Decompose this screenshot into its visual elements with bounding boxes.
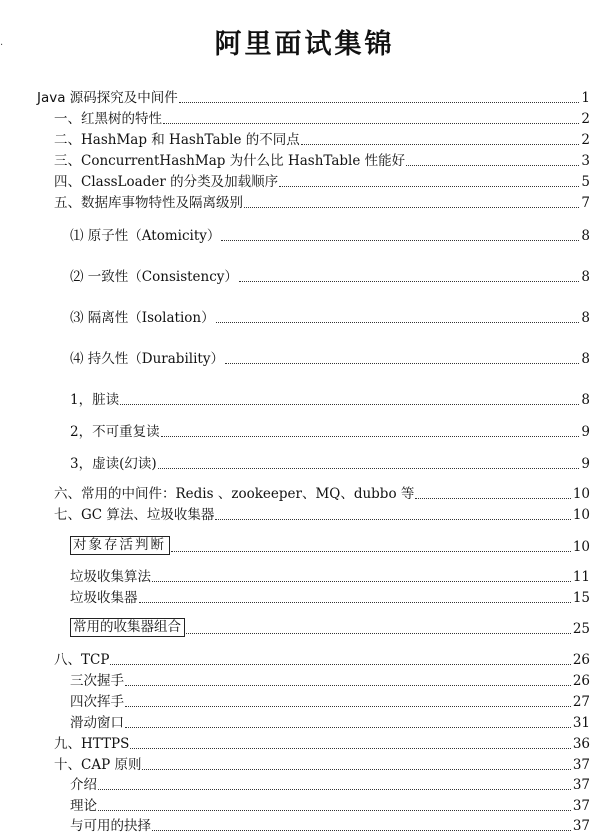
toc-entry-text: 常用的收集器组合 [70,618,185,637]
toc-entry-red-black-tree[interactable] [54,111,590,127]
toc-leader-dots [215,519,570,520]
toc-entry-text: 3，虚读(幻读) [70,456,157,472]
toc-page-number: 8 [581,310,590,326]
toc-entry-text: 垃圾收集算法 [70,569,151,585]
toc-entry-text: 介绍 [70,777,97,793]
toc-page-number: 37 [572,757,590,773]
toc-entry-four-way-wave[interactable] [70,694,590,710]
toc-entry-availability-tradeoff[interactable] [70,818,590,834]
toc-page-number: 36 [572,736,590,752]
toc-entry-text: 三、ConcurrentHashMap 为什么比 HashTable 性能好 [54,153,406,169]
toc-page-number: 10 [572,539,590,555]
toc-entry-text: 三次握手 [70,673,124,689]
toc-leader-dots [130,748,570,749]
toc-page-number: 15 [572,590,590,606]
toc-page-number: 1 [581,90,590,106]
toc-leader-dots [152,830,571,831]
toc-entry-non-repeatable-read[interactable] [70,424,590,440]
toc-page-number: 2 [581,132,590,148]
toc-entry-classloader[interactable] [54,174,590,190]
toc-entry-https[interactable] [54,736,590,752]
toc-entry-text: 与可用的抉择 [70,818,151,834]
toc-page-number: 9 [581,456,590,472]
toc-leader-dots [120,404,579,405]
toc-page-number: 9 [581,424,590,440]
toc-entry-concurrenthashmap[interactable] [54,153,590,169]
toc-page-number: 37 [572,777,590,793]
toc-entry-atomicity[interactable] [70,228,590,244]
toc-leader-dots [110,664,570,665]
toc-entry-three-way-handshake[interactable] [70,673,590,689]
toc-entry-gc-algorithms[interactable] [54,507,590,523]
toc-leader-dots [98,810,571,811]
toc-entry-object-alive-check[interactable] [70,539,590,555]
toc-page-number: 8 [581,269,590,285]
toc-entry-text: 二、HashMap 和 HashTable 的不同点 [54,132,300,148]
toc-leader-dots [125,706,571,707]
toc-page-number: 10 [572,507,590,523]
toc-entry-hashmap-hashtable[interactable] [54,132,590,148]
toc-entry-dirty-read[interactable] [70,392,590,408]
toc-page-number: 27 [572,694,590,710]
toc-leader-dots [221,240,579,241]
toc-entry-gc-collection-algorithms[interactable] [70,569,590,585]
toc-entry-text: 对象存活判断 [70,536,170,555]
toc-page-number: 5 [581,174,590,190]
toc-leader-dots [163,123,579,124]
toc-entry-phantom-read[interactable] [70,456,590,472]
toc-entry-text: 2，不可重复读 [70,424,160,440]
toc-entry-java-source[interactable] [37,90,590,106]
toc-entry-text: 垃圾收集器 [70,590,138,606]
toc-entry-text: 九、HTTPS [54,736,130,752]
toc-leader-dots [161,436,580,437]
toc-entry-cap-theory[interactable] [70,798,590,814]
toc-page-number: 8 [581,228,590,244]
toc-leader-dots [171,551,571,552]
toc-leader-dots [158,468,580,469]
corner-mark: · [0,40,4,51]
toc-entry-db-transaction[interactable] [54,195,590,211]
toc-page-number: 7 [581,195,590,211]
toc-entry-text: 一、红黑树的特性 [54,111,162,127]
toc-entry-text: ⑷ 持久性（Durability） [70,351,224,367]
toc-page-number: 10 [572,486,590,502]
toc-entry-text: ⑶ 隔离性（Isolation） [70,310,215,326]
toc-page-number: 3 [581,153,590,169]
toc-entry-text: ⑴ 原子性（Atomicity） [70,228,221,244]
toc-entry-text: 1，脏读 [70,392,120,408]
toc-entry-text: 六、常用的中间件：Redis 、zookeeper、MQ、dubbo 等 [54,486,415,502]
toc-entry-text: 五、数据库事物特性及隔离级别 [54,195,243,211]
toc-entry-text: Java 源码探究及中间件 [37,90,178,106]
toc-entry-text: ⑵ 一致性（Consistency） [70,269,238,285]
toc-entry-tcp[interactable] [54,652,590,668]
toc-leader-dots [125,727,571,728]
toc-entry-collector-combinations[interactable] [70,621,590,637]
toc-page-number: 8 [581,351,590,367]
toc-leader-dots [415,498,570,499]
toc-leader-dots [216,322,580,323]
toc-entry-text: 滑动窗口 [70,715,124,731]
toc-entry-text: 八、TCP [54,652,110,668]
toc-leader-dots [142,769,570,770]
toc-leader-dots [406,165,579,166]
toc-leader-dots [125,685,571,686]
toc-entry-text: 四次挥手 [70,694,124,710]
toc-leader-dots [139,602,571,603]
toc-entry-cap[interactable] [54,757,590,773]
toc-page-number: 26 [572,673,590,689]
toc-entry-text: 理论 [70,798,97,814]
toc-entry-sliding-window[interactable] [70,715,590,731]
toc-entry-middleware[interactable] [54,486,590,502]
toc-entry-cap-intro[interactable] [70,777,590,793]
toc-page-number: 37 [572,818,590,834]
toc-entry-isolation[interactable] [70,310,590,326]
toc-page-number: 37 [572,798,590,814]
toc-page-number: 25 [572,621,590,637]
toc-leader-dots [98,789,571,790]
page-title: 阿里面试集锦 [214,29,395,60]
toc-leader-dots [301,144,580,145]
toc-entry-durability[interactable] [70,351,590,367]
toc-leader-dots [239,281,579,282]
toc-page-number: 11 [572,569,590,585]
toc-entry-consistency[interactable] [70,269,590,285]
toc-page-number: 31 [572,715,590,731]
toc-page-number: 8 [581,392,590,408]
toc-leader-dots [179,102,580,103]
toc-entry-garbage-collectors[interactable] [70,590,590,606]
toc-leader-dots [279,186,579,187]
toc-leader-dots [186,633,571,634]
toc-page-number: 2 [581,111,590,127]
toc-entry-text: 七、GC 算法、垃圾收集器 [54,507,215,523]
toc-entry-text: 十、CAP 原则 [54,757,142,773]
toc-page-number: 26 [572,652,590,668]
toc-leader-dots [152,581,571,582]
toc-leader-dots [225,363,579,364]
toc-entry-text: 四、ClassLoader 的分类及加载顺序 [54,174,279,190]
toc-leader-dots [244,207,579,208]
